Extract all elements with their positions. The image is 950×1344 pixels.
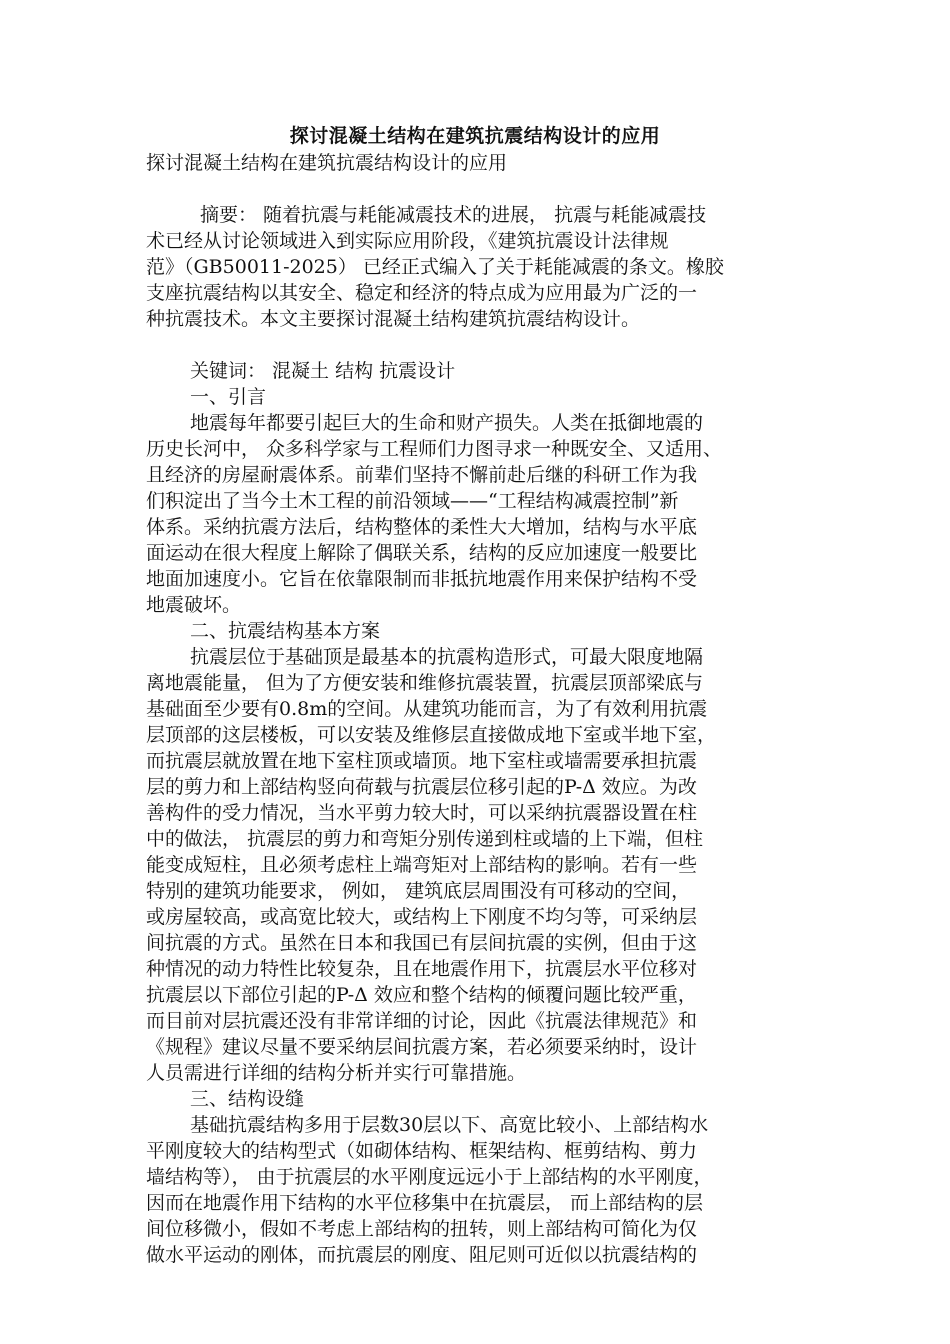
paragraph-line: 且经济的房屋耐震体系。前辈们坚持不懈前赴后继的科研工作为我	[146, 464, 698, 486]
document-body	[146, 150, 818, 1268]
blank-line	[146, 332, 818, 358]
abstract-line: 摘要： 随着抗震与耗能减震技术的进展， 抗震与耗能减震技	[200, 204, 707, 226]
paragraph-line: 层顶部的这层楼板，可以安装及维修层直接做成地下室或半地下室，	[146, 724, 717, 746]
paragraph-line: 间位移微小，假如不考虑上部结构的扭转，则上部结构可简化为仅	[146, 1218, 698, 1240]
paragraph-line: 离地震能量， 但为了方便安装和维修抗震装置，抗震层顶部梁底与	[146, 672, 704, 694]
section-heading: 二、抗震结构基本方案	[190, 620, 381, 642]
section-heading: 一、引言	[190, 386, 267, 408]
paragraph-line: 特别的建筑功能要求， 例如， 建筑底层周围没有可移动的空间，	[146, 880, 691, 902]
paragraph-line: 基础抗震结构多用于层数30层以下、高宽比较小、上部结构水	[190, 1114, 709, 1136]
paragraph-line: 能变成短柱，且必须考虑柱上端弯矩对上部结构的影响。若有一些	[146, 854, 698, 876]
abstract-line: 种抗震技术。本文主要探讨混凝土结构建筑抗震结构设计。	[146, 308, 641, 330]
paragraph-line: 或房屋较高，或高宽比较大，或结构上下刚度不均匀等，可采纳层	[146, 906, 698, 928]
paragraph-line: 《规程》建议尽量不要采纳层间抗震方案，若必须要采纳时，设计	[146, 1036, 698, 1058]
paragraph-line: 而目前对层抗震还没有非常详细的讨论，因此《抗震法律规范》和	[146, 1010, 698, 1032]
paragraph-line: 地震每年都要引起巨大的生命和财产损失。人类在抵御地震的	[190, 412, 704, 434]
paragraph-line: 平刚度较大的结构型式（如砌体结构、框架结构、框剪结构、剪力	[146, 1140, 698, 1162]
paragraph-line: 抗震层以下部位引起的P-Δ 效应和整个结构的倾覆问题比较严重，	[146, 984, 697, 1006]
paragraph-line: 而抗震层就放置在地下室柱顶或墙顶。地下室柱或墙需要承担抗震	[146, 750, 698, 772]
paragraph-line: 做水平运动的刚体，而抗震层的刚度、阻尼则可近似以抗震结构的	[146, 1244, 698, 1266]
paragraph-line: 因而在地震作用下结构的水平位移集中在抗震层， 而上部结构的层	[146, 1192, 704, 1214]
paragraph-line: 面运动在很大程度上解除了偶联关系，结构的反应加速度一般要比	[146, 542, 698, 564]
paragraph-line: 人员需进行详细的结构分析并实行可靠措施。	[146, 1062, 527, 1084]
paragraph-line: 层的剪力和上部结构竖向荷载与抗震层位移引起的P-Δ 效应。为改	[146, 776, 697, 798]
paragraph-line: 历史长河中， 众多科学家与工程师们力图寻求一种既安全、又适用、	[146, 438, 723, 460]
abstract-line: 术已经从讨论领域进入到实际应用阶段，《建筑抗震设计法律规	[146, 230, 669, 252]
subtitle-line: 探讨混凝土结构在建筑抗震结构设计的应用	[146, 152, 508, 174]
section-heading: 三、结构设缝	[190, 1088, 305, 1110]
keywords-line: 关键词： 混凝土 结构 抗震设计	[190, 360, 456, 382]
paragraph-line: 们积淀出了当今土木工程的前沿领域——“工程结构减震控制”新	[146, 490, 679, 512]
paragraph-line: 中的做法， 抗震层的剪力和弯矩分别传递到柱或墙的上下端，但柱	[146, 828, 704, 850]
paragraph-line: 善构件的受力情况，当水平剪力较大时，可以采纳抗震器设置在柱	[146, 802, 698, 824]
blank-line	[146, 176, 818, 202]
document-title: 探讨混凝土结构在建筑抗震结构设计的应用	[289, 125, 661, 147]
paragraph-line: 墙结构等）， 由于抗震层的水平刚度远远小于上部结构的水平刚度，	[146, 1166, 713, 1188]
abstract-line: 范》（GB50011-2025） 已经正式编入了关于耗能减震的条文。橡胶	[146, 256, 724, 278]
abstract-line: 支座抗震结构以其安全、稳定和经济的特点成为应用最为广泛的一	[146, 282, 698, 304]
paragraph-line: 地面加速度小。它旨在依靠限制而非抵抗地震作用来保护结构不受	[146, 568, 698, 590]
paragraph-line: 间抗震的方式。虽然在日本和我国已有层间抗震的实例，但由于这	[146, 932, 698, 954]
paragraph-line: 体系。采纳抗震方法后，结构整体的柔性大大增加，结构与水平底	[146, 516, 698, 538]
paragraph-line: 基础面至少要有0.8m的空间。从建筑功能而言，为了有效利用抗震	[146, 698, 708, 720]
paragraph-line: 地震破坏。	[146, 594, 242, 616]
paragraph-line: 抗震层位于基础顶是最基本的抗震构造形式，可最大限度地隔	[190, 646, 704, 668]
paragraph-line: 种情况的动力特性比较复杂，且在地震作用下，抗震层水平位移对	[146, 958, 698, 980]
